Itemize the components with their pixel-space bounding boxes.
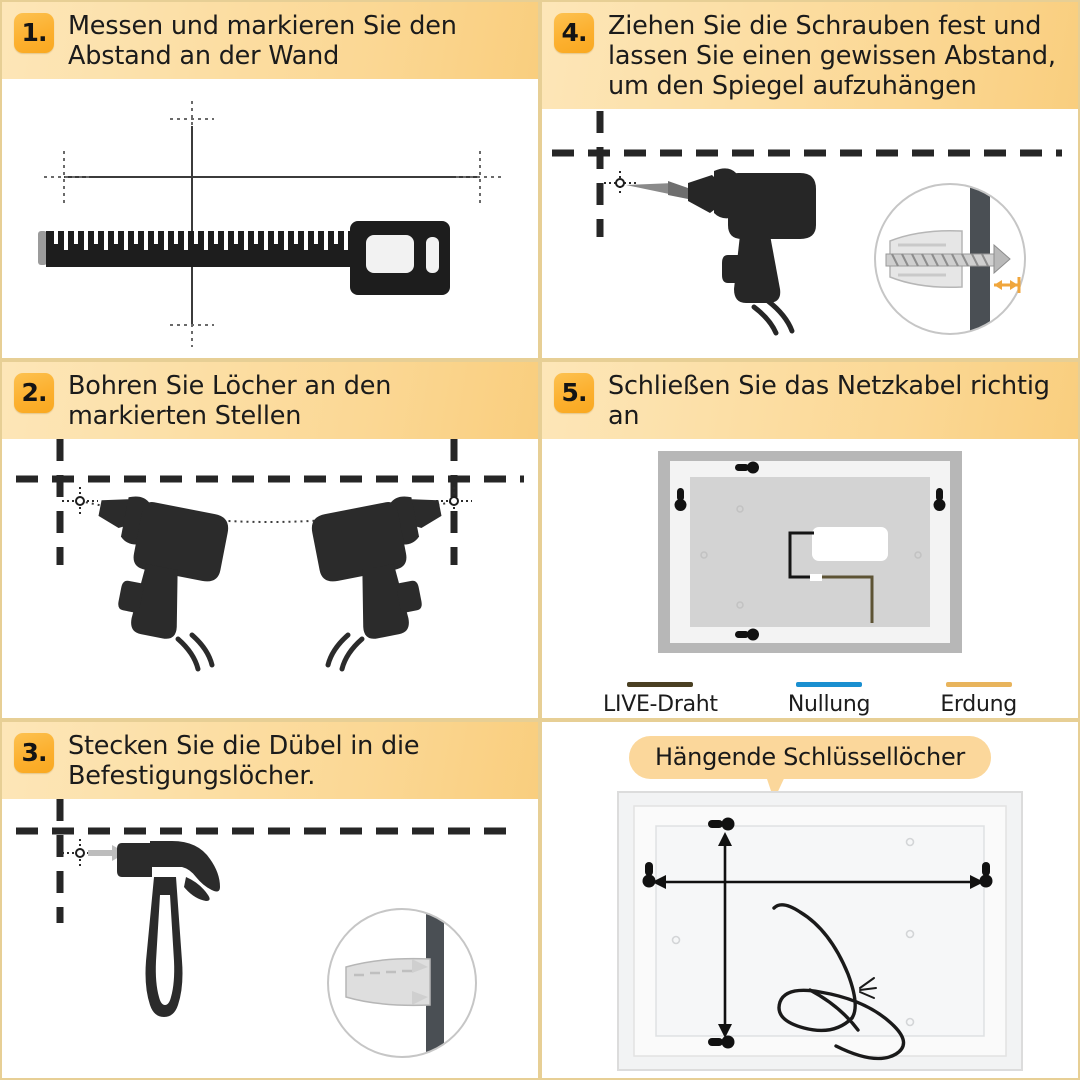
tape-measure-icon (38, 221, 450, 295)
tape-measure-diagram (2, 79, 538, 360)
wire-legend (542, 682, 1078, 717)
drill-motion-arcs-right (328, 635, 362, 669)
wall-plug-icon (346, 959, 430, 1006)
legend-item-neutral (788, 682, 870, 717)
legend-swatch-earth (946, 682, 1012, 687)
legend-label-neutral: Nullung (787, 692, 871, 718)
legend-swatch-neutral (796, 682, 862, 687)
keyhole-panel (540, 720, 1080, 1080)
power-drill-icon-left (78, 490, 231, 647)
step-4-text: Ziehen Sie die Schrauben fest und lassen Sie einen gewissen Abstand, um den Spiegel aufzuhängen (608, 11, 1056, 102)
step-2-header (2, 362, 538, 439)
power-drill-icon (688, 169, 816, 304)
step-5-number-badge: 5. (554, 373, 594, 413)
step-1-illustration (2, 79, 538, 360)
step-3-illustration (2, 799, 538, 1080)
step-3-number-badge: 3. (14, 733, 54, 773)
step-1-number-badge: 1. (14, 13, 54, 53)
drill-motion-arcs (754, 301, 792, 333)
step-1-text: Messen und markieren Sie den Abstand an der Wand (68, 11, 457, 72)
step-panel-1 (0, 0, 540, 360)
plug-insert-marker (62, 839, 126, 869)
step-5-text: Schließen Sie das Netzkabel richtig an (608, 371, 1050, 432)
step-5-illustration (542, 443, 1078, 720)
drill-point-marker-left (62, 487, 98, 517)
step-3-text: Stecken Sie die Dübel in die Befestigungslöcher. (68, 731, 420, 792)
wall-anchor-detail-inset (875, 181, 1025, 339)
drill-and-screw-diagram (542, 109, 1078, 360)
step-4-illustration (542, 109, 1078, 360)
center-axis-line (170, 101, 214, 347)
step-panel-2 (0, 360, 540, 720)
step-2-text: Bohren Sie Löcher an den markierten Stellen (68, 371, 392, 432)
legend-label-live: LIVE-Draht (603, 692, 718, 718)
step-panel-4 (540, 0, 1080, 360)
two-drills-diagram (2, 439, 538, 720)
legend-swatch-live (627, 682, 693, 687)
wall-plug-detail-inset (328, 903, 476, 1067)
legend-item-earth (940, 682, 1017, 717)
mirror-back-panel (690, 477, 930, 627)
step-5-header (542, 362, 1078, 439)
junction-box (812, 527, 888, 561)
step-3-header (2, 722, 538, 799)
legend-item-live (603, 682, 718, 717)
hammer-and-plug-diagram (2, 799, 538, 1080)
step-4-header (542, 2, 1078, 109)
step-4-number-badge: 4. (554, 13, 594, 53)
legend-label-earth: Erdung (940, 692, 1017, 718)
mirror-back-wiring-diagram (542, 443, 1078, 663)
step-panel-5 (540, 360, 1080, 720)
keyhole-callout-label: Hängende Schlüssellöcher (629, 736, 991, 779)
power-drill-icon-right (309, 490, 462, 647)
hammer-icon (117, 841, 220, 1017)
step-panel-3 (0, 720, 540, 1080)
step-2-number-badge: 2. (14, 373, 54, 413)
drill-motion-arcs-left (178, 635, 212, 669)
mirror-back-panel (656, 826, 984, 1036)
step-1-header (2, 2, 538, 79)
drill-point-marker (604, 171, 638, 195)
step-2-illustration (2, 439, 538, 720)
